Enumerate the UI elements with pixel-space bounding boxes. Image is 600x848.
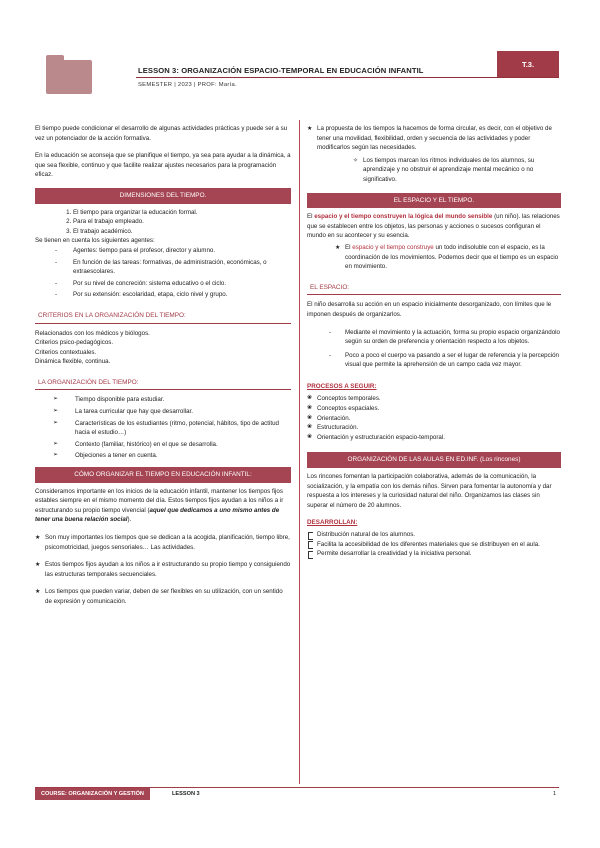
criterios-item: Relacionados con los médicos y biólogos. <box>35 329 150 337</box>
highlight-segment: espacio y el tiempo construyen la lógica del mundo sensible <box>314 213 493 221</box>
list-item: ➢ Tiempo disponible para estudiar. <box>35 395 291 405</box>
list-item: 2. Para el trabajo empleado. <box>73 217 291 227</box>
espacio-tiempo-star <box>307 243 561 272</box>
list-item: ❀ Conceptos espaciales. <box>307 404 561 414</box>
dimensiones-list <box>35 208 291 237</box>
page-title: LESSON 3: ORGANIZACIÓN ESPACIO-TEMPORAL EN EDUCACIÓN INFANTIL <box>138 66 424 75</box>
espacio-heading: EL ESPACIO: <box>307 282 561 296</box>
organizacion-list <box>35 395 291 461</box>
folder-icon <box>46 60 92 94</box>
text-segment: (un niño). las relaciones que se establecen entre los objetos, las personas y acciones o sucesos configuran el mundo en su acontecer y su esencia. <box>307 213 560 240</box>
dimensiones-heading: DIMENSIONES DEL TIEMPO. <box>35 188 291 204</box>
desarrollan-heading: DESARROLLAN: <box>307 519 358 527</box>
intro-paragraph-2: En la educación se aconseja que se planifique el tiempo, ya sea para ayudar a la dinámica, a que sea flexible, continuo y que facilite realizar ajustes necesarios para la programación eficaz. <box>35 152 291 179</box>
espacio-paragraph: El niño desarrolla su acción en un espacio inicialmente desorganizado, con límites que le imponen después de organizarlos. <box>307 301 552 318</box>
text-segment: ). <box>127 516 132 524</box>
text-segment: un todo indisoluble con el espacio, es la coordinación de los movimientos. Podemos decir que el tiempo es un espacio en movimiento. <box>345 243 559 271</box>
como-paragraph-3: ★ Estos tiempos fijos ayudan a los niños a ir estructurando su propio tiempo y consiguiendo las estructuras temporales secuenciales. <box>35 560 291 579</box>
criterios-item: Dinámica flexible, continua. <box>35 358 111 366</box>
desarrollan-list <box>307 530 561 559</box>
como-paragraph-1 <box>35 487 291 525</box>
text-segment: El <box>307 213 315 221</box>
italic-segment: aquel que dedicamos a uno mismo antes de tener una buena relación social <box>35 506 280 524</box>
list-item: - Agentes: tiempo para el profesor, director y alumno. <box>35 246 291 256</box>
agentes-list <box>35 246 291 300</box>
page-subtitle: SEMESTER | 2023 | PROF: María. <box>138 82 237 88</box>
right-column <box>307 124 561 559</box>
list-item: ➢ Contexto (familiar, histórico) en el que se desarrolla. <box>35 440 291 450</box>
procesos-heading: PROCESOS A SEGUIR: <box>307 382 377 390</box>
page-number: 1 <box>553 791 557 797</box>
list-item: 1. El tiempo para organizar la educación formal. <box>73 208 291 218</box>
procesos-list <box>307 394 561 442</box>
agentes-intro: Se tienen en cuenta los siguientes agentes: <box>35 237 155 245</box>
column-divider <box>299 120 300 784</box>
como-paragraph-4: ★ Los tiempos que pueden variar, deben de ser flexibles en su utilización, con un sentido de expresión y comunicación. <box>35 587 291 606</box>
list-item: ❀ Orientación. <box>307 414 561 424</box>
aulas-paragraph: Los rincones fomentan la participación colaborativa, además de la comunicación, la socialización, y la empatía con los demás niños. Sirven para fomentar la autonomía y dar respuesta a los intereses y la curiosidad natural del niño. Organizamos las clases sin superar el número de 20 alumnos. <box>307 473 552 509</box>
header-divider <box>136 77 559 78</box>
list-item: ❀ Orientación y estructuración espacio-temporal. <box>307 433 561 443</box>
list-item: Distribución natural de los alumnos. <box>307 530 561 540</box>
list-item: ❀ Conceptos temporales. <box>307 394 561 404</box>
list-item: ➢ Características de los estudiantes (ritmo, potencial, hábitos, tipo de actitud hacia el estudio…) <box>35 419 291 438</box>
circular-paragraph: ★ La propuesta de los tiempos la hacemos de forma circular, es decir, con el objetivo de tener una movilidad, flexibilidad, orden y secuencia de las actividades y poder modificarlos según las necesidades. <box>307 124 561 153</box>
list-item: ➢ Objeciones a tener en cuenta. <box>35 451 291 461</box>
list-item: - Por su nivel de concreción: sistema educativo o el ciclo. <box>35 279 291 289</box>
list-item: - Por su extensión: escolaridad, etapa, ciclo nivel y grupo. <box>35 290 291 300</box>
list-item: 3. El trabajo académico. <box>73 227 291 237</box>
text-segment: El <box>345 243 353 251</box>
list-item: - En función de las tareas: formativas, de administración, económicas, o extraescolares. <box>35 258 291 277</box>
espacio-tiempo-paragraph <box>307 212 561 241</box>
list-item: - Poco a poco el cuerpo va pasando a ser el lugar de referencia y la percepción visual que permite la aprehensión de un campo cada vez mayor. <box>307 351 561 370</box>
ritmos-paragraph: ✧ Los tiempos marcan los ritmos individuales de los alumnos, su aprendizaje y no obstruir el aprendizaje mental mecánico o no significativo. <box>307 156 561 185</box>
footer-lesson: LESSON 3 <box>172 791 200 797</box>
text-segment: Consideramos importante en los inicios de la educación infantil, mantener los tiempos fijos estables siempre en el mismo momento del día. Estos tiempos fijos ayudan a los niños a ir estructurando su propio tiempo vivencial ( <box>35 487 284 514</box>
criterios-item: Criterios contextuales. <box>35 348 97 356</box>
highlight-segment: espacio y el tiempo construye <box>352 243 434 251</box>
criterios-item: Criterios psico-pedagógicos. <box>35 339 114 347</box>
como-paragraph-2: ★ Son muy importantes los tiempos que se dedican a la acogida, planificación, tiempo libre, psicomotricidad, juegos sensoriales… Las actividades. <box>35 533 291 552</box>
organizacion-heading: LA ORGANIZACIÓN DEL TIEMPO: <box>35 377 291 391</box>
topic-tab: T.3. <box>497 51 559 77</box>
list-item: - Mediante el movimiento y la actuación, forma su propio espacio organizándolo según su orden de preferencia y orientación respecto a los objetos. <box>307 328 561 347</box>
footer-course: COURSE: ORGANIZACIÓN Y GESTIÓN <box>35 788 150 800</box>
aulas-heading: ORGANIZACIÓN DE LAS AULAS EN ED.INF. (Los rincones) <box>307 452 561 468</box>
intro-paragraph-1: El tiempo puede condicionar el desarrollo de algunas actividades prácticas y puede ser a su vez un potenciador de la acción formativa. <box>35 125 288 142</box>
espacio-list <box>307 328 561 370</box>
list-item: Facilita la accesibilidad de los diferentes materiales que se distribuyen en el aula. <box>307 540 561 550</box>
list-item: ➢ La tarea curricular que hay que desarrollar. <box>35 407 291 417</box>
list-item: Permite desarrollar la creatividad y la iniciativa personal. <box>307 549 561 559</box>
espacio-tiempo-heading: EL ESPACIO Y EL TIEMPO. <box>307 193 561 209</box>
list-item: ❀ Estructuración. <box>307 423 561 433</box>
left-column <box>35 124 291 615</box>
criterios-heading: CRITERIOS EN LA ORGANIZACIÓN DEL TIEMPO: <box>35 310 291 324</box>
como-heading: CÓMO ORGANIZAR EL TIEMPO EN EDUCACIÓN INFANTIL: <box>35 467 291 483</box>
